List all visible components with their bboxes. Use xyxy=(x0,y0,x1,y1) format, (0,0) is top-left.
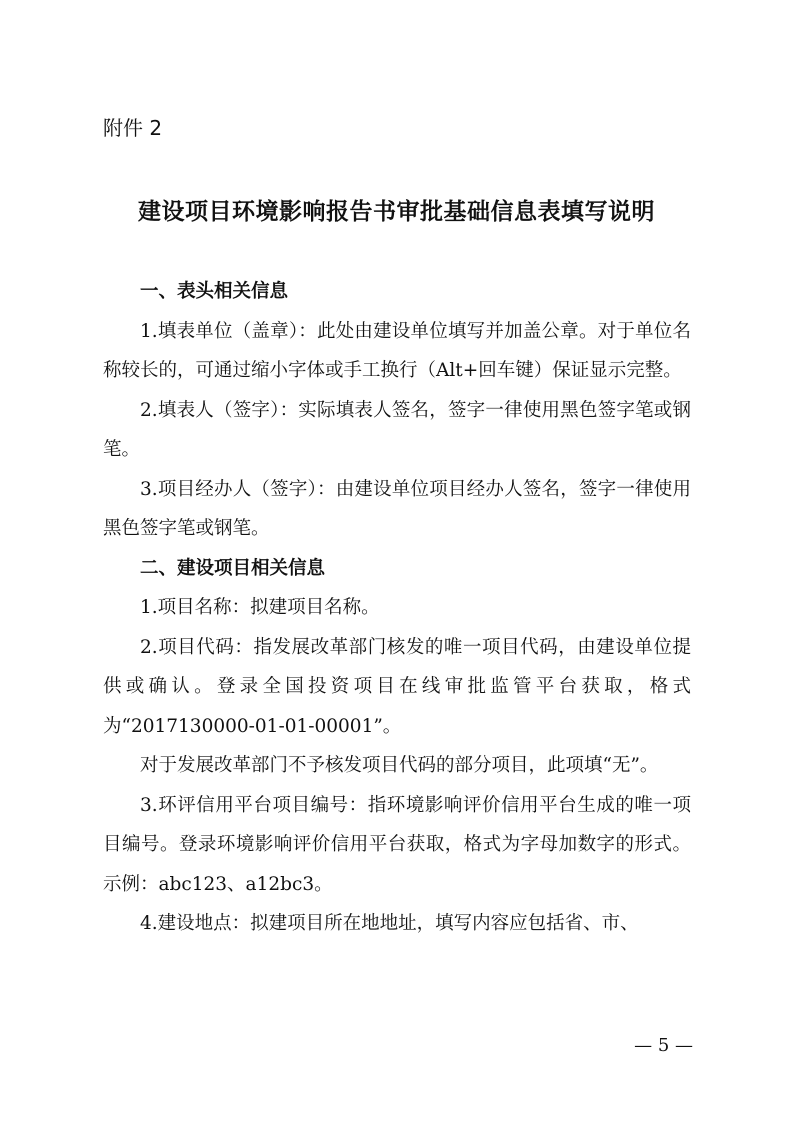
attachment-label: 附件 2 xyxy=(103,116,163,140)
paragraph-handler-signature: 3.项目经办人（签字）：由建设单位项目经办人签名，签字一律使用黑色签字笔或钢笔。 xyxy=(103,478,691,539)
paragraph-project-name: 1.项目名称：拟建项目名称。 xyxy=(140,597,380,618)
section-heading-project-info: 二、建设项目相关信息 xyxy=(140,557,326,579)
page-number: — 5 — xyxy=(634,1035,693,1056)
paragraph-no-project-code: 对于发展改革部门不予核发项目代码的部分项目，此项填“无”。 xyxy=(140,755,659,776)
paragraph-filler-signature: 2.填表人（签字）：实际填表人签名，签字一律使用黑色签字笔或钢笔。 xyxy=(103,399,691,460)
paragraph-construction-site: 4.建设地点：拟建项目所在地地址，填写内容应包括省、市、 xyxy=(140,913,639,934)
section-heading-header-info: 一、表头相关信息 xyxy=(140,281,289,302)
document-title: 建设项目环境影响报告书审批基础信息表填写说明 xyxy=(138,199,655,225)
document-body xyxy=(103,272,691,944)
paragraph-project-code: 2.项目代码：指发展改革部门核发的唯一项目代码，由建设单位提供或确认。登录全国投资项目在线审批监管平台获取，格式为“2017130000-01-01-00001”。 xyxy=(103,636,691,737)
paragraph-fill-unit: 1.填表单位（盖章）：此处由建设单位填写并加盖公章。对于单位名称较长的，可通过缩小字体或手工换行（Alt+回车键）保证显示完整。 xyxy=(103,320,691,381)
paragraph-credit-platform-number: 3.环评信用平台项目编号：指环境影响评价信用平台生成的唯一项目编号。登录环境影响评价信用平台获取，格式为字母加数字的形式。示例：abc123、a12bc3。 xyxy=(103,794,691,895)
